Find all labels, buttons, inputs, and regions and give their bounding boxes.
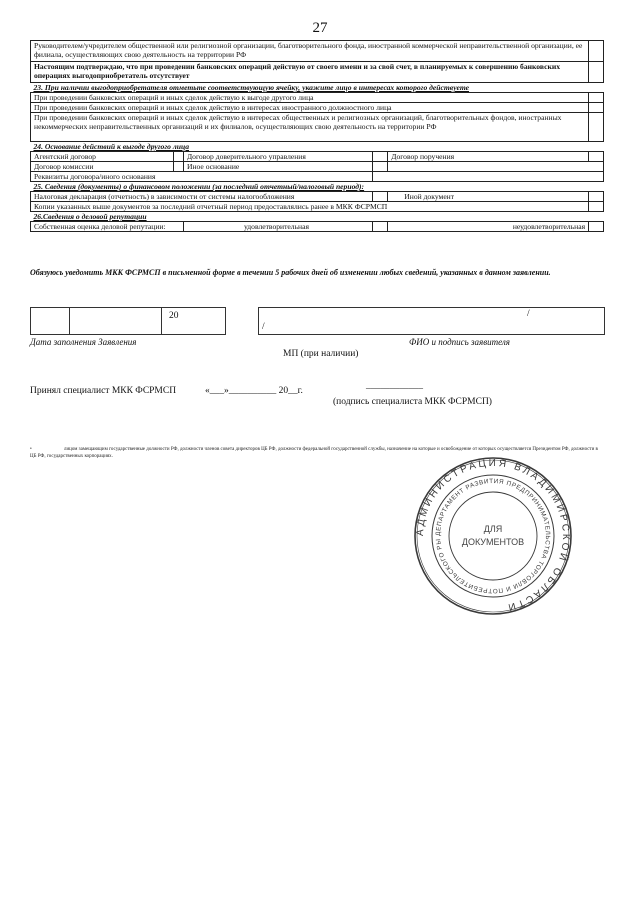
- accepted-date-field[interactable]: «___»__________ 20__г.: [205, 386, 303, 396]
- checkbox-agency-contract[interactable]: [174, 152, 184, 162]
- other-document-label: Иной документ: [388, 192, 589, 202]
- accepted-label: Принял специалист МКК ФСРМСП: [30, 386, 177, 396]
- date-year-box[interactable]: [161, 307, 226, 335]
- agency-contract-label: Агентский договор: [31, 152, 174, 162]
- row-23b: [31, 103, 604, 113]
- row-23a-text: При проведении банковских операций и иных сделок действую к выгоде другого лица: [31, 93, 589, 103]
- row-25-first: [31, 192, 604, 202]
- checkbox-23b[interactable]: [589, 103, 604, 113]
- checkbox-trust-management[interactable]: [373, 152, 388, 162]
- contract-details-field[interactable]: [373, 172, 604, 182]
- row-23c: [31, 113, 604, 142]
- row-24-details: [31, 172, 604, 182]
- checkbox-reputation-satisfactory[interactable]: [373, 222, 388, 232]
- form-table: [30, 40, 604, 232]
- fio-slash-left: /: [262, 322, 265, 332]
- fio-label: ФИО и подпись заявителя: [409, 337, 510, 347]
- section-26: [31, 212, 604, 222]
- specialist-signature-caption: (подпись специалиста МКК ФСРМСП): [333, 397, 492, 407]
- row-confirm: [31, 62, 604, 83]
- checkbox-reputation-unsatisfactory[interactable]: [589, 222, 604, 232]
- checkbox-copies-provided[interactable]: [589, 202, 604, 212]
- stamp-outer-text: АДМИНИСТРАЦИЯ ВЛАДИМИРСКОЙ ОБЛАСТИ: [414, 457, 572, 613]
- checkbox-23c[interactable]: [589, 113, 604, 142]
- footnote-text: лицом замещающим государственные должности РФ, должности членов совета директоров ЦБ РФ, должности федеральной государственной службы, назначение на которые и освобождение от которых осуществляется Президентом РФ, должности в ЦБ РФ, государственных корпорациях.: [30, 447, 598, 459]
- checkbox-founder[interactable]: [589, 41, 604, 62]
- trust-management-label: Договор доверительного управления: [183, 152, 372, 162]
- stamp: [412, 455, 574, 617]
- commission-contract-label: Договор комиссии: [31, 162, 174, 172]
- date-label: Дата заполнения Заявления: [30, 337, 137, 347]
- row-26: [31, 222, 604, 232]
- other-basis-field[interactable]: [388, 162, 604, 172]
- notice-text: Обязуюсь уведомить МКК ФСРМСП в письменной форме в течении 5 рабочих дней об изменении любых сведений, указанных в данном заявлении.: [30, 268, 551, 277]
- section-25: [31, 182, 604, 192]
- specialist-signature-line[interactable]: ____________: [366, 381, 423, 391]
- contract-details-label: Реквизиты договора/иного основания: [31, 172, 373, 182]
- row-24-second: [31, 162, 604, 172]
- row-confirm-text: Настоящим подтверждаю, что при проведении банковских операций действую от своего имени и за свой счет, в планируемых к совершению банковских операциях выгодоприобретатель отсутствует: [31, 62, 589, 83]
- section-26-title: 26.Сведения о деловой репутации: [31, 212, 604, 222]
- stamp-seal-icon: [412, 455, 574, 617]
- row-24-first: [31, 152, 604, 162]
- fio-slash-right: /: [527, 309, 530, 319]
- commission-order-label: Договор поручения: [388, 152, 589, 162]
- section-23-title: 23. При наличии выгодоприобретателя отметьте соответствующую ячейку, укажите лицо в интересах которого действуете: [31, 83, 604, 93]
- copies-provided-label: Копии указанных выше документов за последний отчетный период предоставлялись ранее в МКК ФСРМСП: [31, 202, 589, 212]
- stamp-center-bottom: ДОКУМЕНТОВ: [461, 537, 525, 547]
- section-23: [31, 83, 604, 93]
- other-basis-label: Иное основание: [183, 162, 372, 172]
- tax-declaration-label: Налоговая декларация (отчетность) в зависимости от системы налогообложения: [31, 192, 373, 202]
- checkbox-other-basis[interactable]: [373, 162, 388, 172]
- checkbox-other-document[interactable]: [589, 192, 604, 202]
- checkbox-confirm[interactable]: [589, 62, 604, 83]
- section-24: [31, 142, 604, 152]
- row-23b-text: При проведении банковских операций и иных сделок действую в интересах иностранного должностного лица: [31, 103, 589, 113]
- reputation-label: Собственная оценка деловой репутации:: [31, 222, 184, 232]
- reputation-unsatisfactory-label: неудовлетворительная: [388, 222, 589, 232]
- row-founder: [31, 41, 604, 62]
- footnote-bullet: •: [30, 447, 32, 452]
- date-day-box[interactable]: [30, 307, 70, 335]
- fio-signature-box[interactable]: [258, 307, 605, 335]
- date-year-prefix: 20: [169, 311, 179, 321]
- page-number: 27: [312, 20, 328, 36]
- row-23a: [31, 93, 604, 103]
- checkbox-commission-order[interactable]: [589, 152, 604, 162]
- checkbox-commission-contract[interactable]: [174, 162, 184, 172]
- checkbox-tax-declaration[interactable]: [373, 192, 388, 202]
- stamp-center-top: ДЛЯ: [483, 524, 503, 534]
- section-24-title: 24. Основание действий к выгоде другого лица: [31, 142, 604, 152]
- section-25-title: 25. Сведения (документы) о финансовом положении (за последний отчетный/налоговый период):: [31, 182, 604, 192]
- row-23c-text: При проведении банковских операций и иных сделок действую в интересах общественных и религиозных организаций, благотворительных фондов, иностранных некоммерческих неправительственных организаций и их филиалов, осуществляющих свою деятельность на территории РФ: [31, 113, 589, 142]
- stamp-inner-text: ДЕПАРТАМЕНТ РАЗВИТИЯ ПРЕДПРИНИМАТЕЛЬСТВА ТОРГОВЛИ И ПОТРЕБИТЕЛЬСКОГО РЫ: [434, 477, 552, 595]
- checkbox-23a[interactable]: [589, 93, 604, 103]
- row-25-second: [31, 202, 604, 212]
- mp-label: МП (при наличии): [283, 349, 359, 359]
- date-month-box[interactable]: [69, 307, 162, 335]
- row-founder-text: Руководителем/учредителем общественной или религиозной организации, благотворительного фонда, иностранной коммерческой неправительственной организации, ее филиала, осуществляющих свою деятельность на территории РФ: [31, 41, 589, 62]
- reputation-satisfactory-label: удовлетворительная: [183, 222, 372, 232]
